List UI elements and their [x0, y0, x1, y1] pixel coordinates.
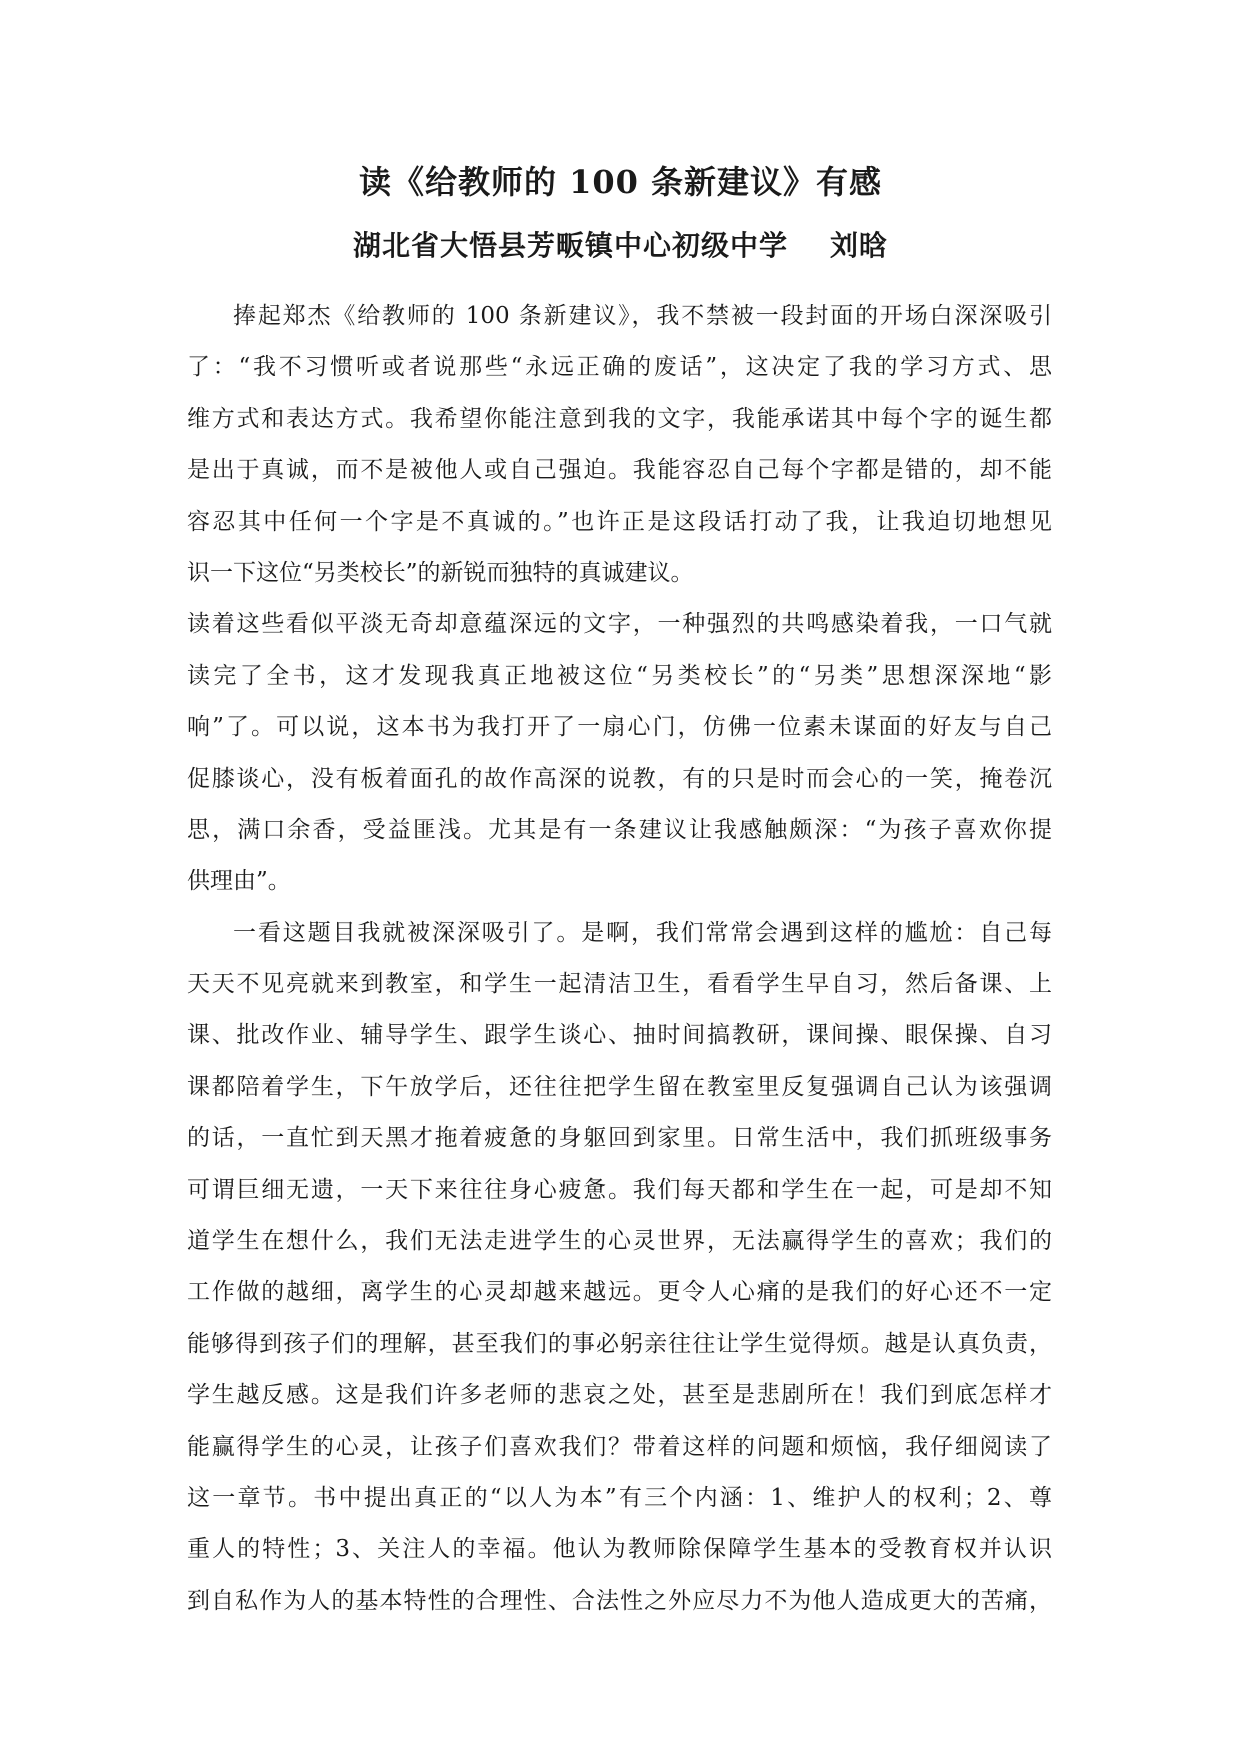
text-line: 课都陪着学生，下午放学后，还往往把学生留在教室里反复强调自己认为该强调: [187, 1073, 1052, 1100]
text-line: 工作做的越细，离学生的心灵却越来越远。更令人心痛的是我们的好心还不一定: [187, 1279, 1052, 1306]
text-line: 课、批改作业、辅导学生、跟学生谈心、抽时间搞教研，课间操、眼保操、自习: [187, 1022, 1052, 1049]
text-line: 能赢得学生的心灵，让孩子们喜欢我们？带着这样的问题和烦恼，我仔细阅读了: [187, 1433, 1052, 1460]
text-line: 重人的特性；3、关注人的幸福。他认为教师除保障学生基本的受教育权并认识: [187, 1536, 1052, 1563]
text-line: 思，满口余香，受益匪浅。尤其是有一条建议让我感触颇深：“为孩子喜欢你提: [187, 816, 1052, 843]
text-line: 道学生在想什么，我们无法走进学生的心灵世界，无法赢得学生的喜欢；我们的: [187, 1228, 1052, 1255]
body-text: [187, 291, 1052, 1627]
text-line: 的话，一直忙到天黑才拖着疲惫的身躯回到家里。日常生活中，我们抓班级事务: [187, 1125, 1052, 1152]
text-line: 读完了全书，这才发现我真正地被这位“另类校长”的“另类”思想深深地“影: [187, 662, 1052, 689]
text-line: 学生越反感。这是我们许多老师的悲哀之处，甚至是悲剧所在！我们到底怎样才: [187, 1382, 1052, 1409]
text-line: 天天不见亮就来到教室，和学生一起清洁卫生，看看学生早自习，然后备课、上: [187, 971, 1052, 998]
text-line: 识一下这位“另类校长”的新锐而独特的真诚建议。: [187, 559, 694, 586]
author-affiliation: 湖北省大悟县芳畈镇中心初级中学: [352, 229, 788, 262]
text-line: 容忍其中任何一个字是不真诚的。”也许正是这段话打动了我，让我迫切地想见: [187, 508, 1052, 535]
author-byline: [0, 226, 1241, 266]
text-line: 这一章节。书中提出真正的“以人为本”有三个内涵：1、维护人的权利；2、尊: [187, 1484, 1052, 1511]
text-line: 一看这题目我就被深深吸引了。是啊，我们常常会遇到这样的尴尬：自己每: [233, 919, 1052, 946]
text-line: 促膝谈心，没有板着面孔的故作高深的说教，有的只是时而会心的一笑，掩卷沉: [187, 765, 1052, 792]
text-line: 维方式和表达方式。我希望你能注意到我的文字，我能承诺其中每个字的诞生都: [187, 405, 1052, 432]
text-line: 是出于真诚，而不是被他人或自己强迫。我能容忍自己每个字都是错的，却不能: [187, 457, 1052, 484]
text-line: 读着这些看似平淡无奇却意蕴深远的文字，一种强烈的共鸣感染着我，一口气就: [187, 611, 1052, 638]
document-title: 读《给教师的 100 条新建议》有感: [358, 163, 883, 201]
text-line: 可谓巨细无遗，一天下来往往身心疲惫。我们每天都和学生在一起，可是却不知: [187, 1176, 1052, 1203]
author-name: 刘晗: [830, 229, 889, 262]
text-line: 响”了。可以说，这本书为我打开了一扇心门，仿佛一位素未谋面的好友与自己: [187, 714, 1052, 741]
text-line: 捧起郑杰《给教师的 100 条新建议》，我不禁被一段封面的开场白深深吸引: [233, 303, 1052, 329]
text-line: 供理由”。: [187, 868, 291, 895]
text-line: 了：“我不习惯听或者说那些“永远正确的废话”，这决定了我的学习方式、思: [187, 354, 1052, 381]
text-line: 能够得到孩子们的理解，甚至我们的事必躬亲往往让学生觉得烦。越是认真负责，: [187, 1330, 1052, 1357]
text-line: 到自私作为人的基本特性的合理性、合法性之外应尽力不为他人造成更大的苦痛，: [187, 1587, 1052, 1614]
